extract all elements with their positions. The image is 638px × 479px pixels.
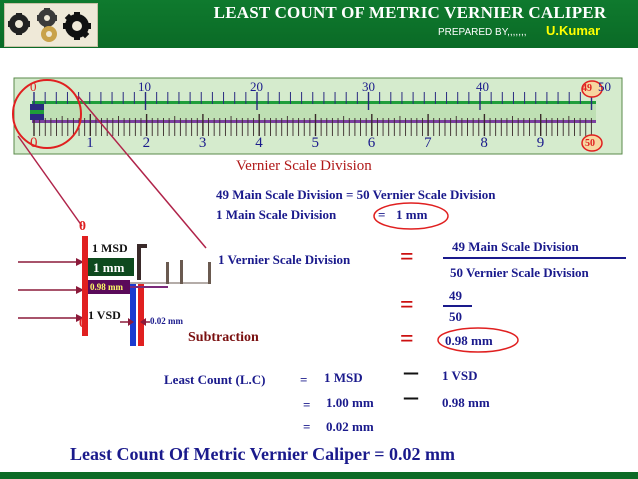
lc-minus-1: – [404, 356, 418, 387]
vernier-label: 0 [30, 79, 37, 94]
lc-label: Least Count (L.C) [164, 372, 266, 387]
main-label: 7 [424, 135, 432, 151]
msd-label: 1 MSD [92, 241, 128, 255]
vernier-label: 50 [598, 79, 611, 94]
vernier-label: 10 [138, 79, 151, 94]
main-label: 0 [30, 135, 38, 151]
result-value: 0.98 mm [445, 333, 493, 348]
main-label: 50 [585, 138, 595, 149]
relation-line-2-right: 1 mm [396, 207, 428, 222]
footer-bar [0, 472, 638, 479]
lc-answer: 0.02 mm [326, 419, 374, 434]
author-name: U.Kumar [546, 23, 601, 38]
lc-vsd: 1 VSD [442, 368, 478, 383]
main-label: 8 [480, 135, 488, 151]
lc-v1: 1.00 mm [326, 395, 374, 410]
vernier-label: 40 [476, 79, 489, 94]
vernier-label: 30 [362, 79, 375, 94]
relation-line-2-eq: = [378, 207, 386, 222]
fraction2-denominator: 50 [449, 309, 462, 324]
main-label: 2 [142, 135, 151, 151]
conclusion-text: Least Count Of Metric Vernier Caliper = 0.02 mm [70, 444, 456, 464]
main-label: 5 [311, 135, 319, 151]
lc-v2: 0.98 mm [442, 395, 490, 410]
main-label: 1 [86, 135, 94, 151]
vsd-text: 1 Vernier Scale Division [218, 252, 351, 267]
equals-3: = [400, 326, 414, 352]
equals-1: = [400, 244, 414, 270]
vernier-rail-bottom [32, 120, 596, 123]
zoom-top-zero: 0 [79, 219, 86, 234]
subtraction-label: Subtraction [188, 330, 259, 345]
vernier-rail-top [32, 101, 596, 104]
vernier-strip [32, 101, 596, 123]
lc-msd: 1 MSD [324, 370, 363, 385]
page-title: LEAST COUNT OF METRIC VERNIER CALIPER [213, 3, 607, 22]
vsd-label: 1 VSD [88, 308, 121, 322]
zoom-vernier-bar [130, 284, 136, 346]
lc-eq-3: = [303, 419, 311, 434]
main-label: 9 [536, 135, 545, 151]
fraction-numerator: 49 Main Scale Division [452, 239, 579, 254]
small-mm-label: 0.98 mm [90, 282, 123, 292]
vernier-label: 49 [582, 83, 592, 94]
prepared-by-label: PREPARED BY,,,,,,, [438, 27, 527, 38]
zoom-bottom-zero: 0 [79, 316, 86, 331]
equals-2: = [400, 292, 414, 318]
lc-eq-2: = [303, 397, 311, 412]
vernier-label: 20 [250, 79, 263, 94]
lc-minus-2: – [404, 381, 418, 412]
lc-eq-1: = [300, 372, 308, 387]
fraction-denominator: 50 Vernier Scale Division [450, 265, 589, 280]
relation-line-1: 49 Main Scale Division = 50 Vernier Scale Division [216, 187, 496, 202]
main-label: 3 [198, 135, 207, 151]
fraction2-numerator: 49 [449, 288, 462, 303]
main-label: 6 [367, 135, 376, 151]
diff-label: 0.02 mm [150, 316, 183, 326]
main-label: 4 [255, 135, 263, 151]
relation-line-2-left: 1 Main Scale Division [216, 207, 337, 222]
scale-caption: Vernier Scale Division [236, 158, 372, 174]
mm-label: 1 mm [93, 260, 125, 275]
